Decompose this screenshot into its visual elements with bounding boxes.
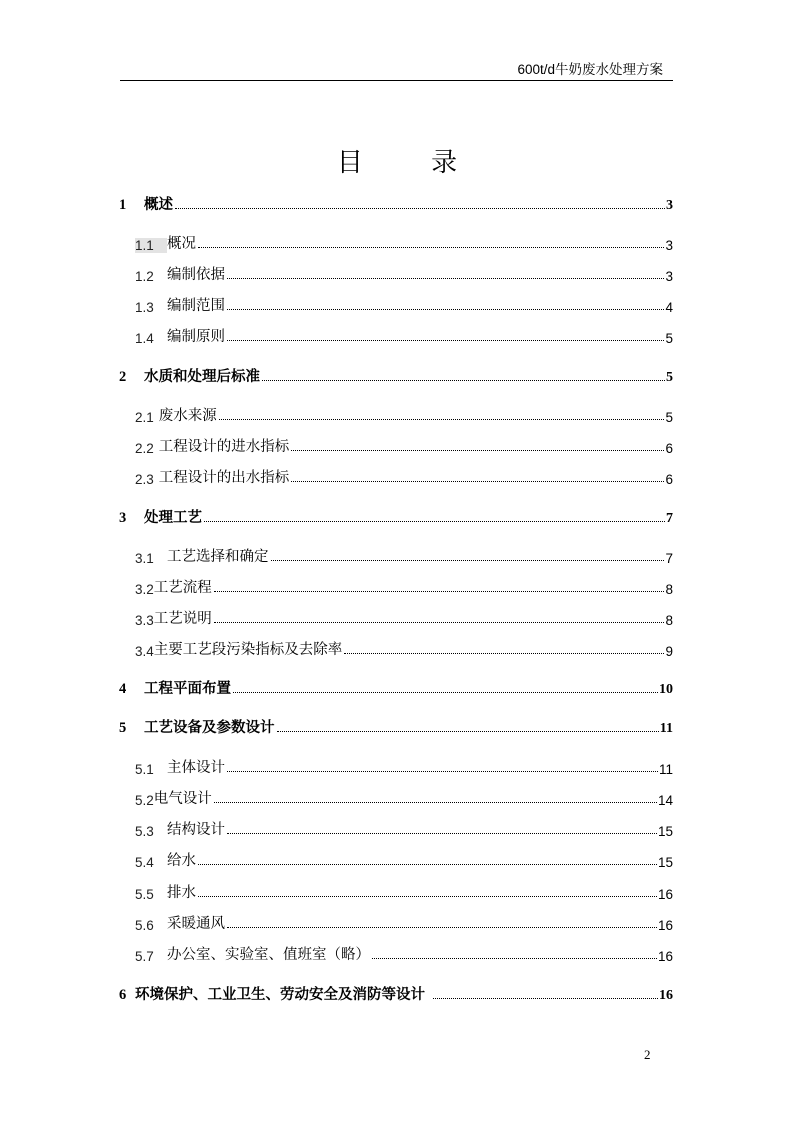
toc-entry-2-2[interactable] [135, 434, 673, 456]
toc-page: 8 [665, 613, 673, 628]
dot-leader [277, 730, 659, 732]
toc-page: 3 [665, 238, 673, 253]
toc-entry-5-5[interactable] [135, 880, 673, 902]
toc-page: 11 [658, 762, 673, 777]
toc-number: 3.1 [135, 551, 154, 566]
toc-label: 工艺流程 [153, 580, 212, 596]
toc-label: 概况 [167, 236, 196, 252]
toc-page: 4 [665, 300, 673, 315]
toc-label: 编制范围 [167, 298, 225, 314]
toc-number: 2.3 [135, 472, 154, 487]
toc-entry-5-1[interactable] [135, 755, 673, 777]
toc-number: 2.2 [135, 441, 154, 456]
toc-label: 编制原则 [167, 329, 225, 345]
toc-label: 排水 [167, 885, 196, 901]
toc-page: 16 [657, 887, 673, 902]
toc-label: 工艺选择和确定 [167, 549, 269, 565]
toc-page: 8 [665, 582, 673, 597]
toc-number: 3.2 [135, 582, 154, 597]
toc-entry-2[interactable] [119, 364, 673, 386]
toc-label: 概述 [144, 197, 173, 213]
toc-label: 环境保护、工业卫生、劳动安全及消防等设计 [135, 987, 425, 1003]
toc-entry-5-3[interactable] [135, 817, 673, 839]
dot-leader [198, 246, 664, 248]
toc-number: 1.4 [135, 331, 154, 346]
dot-leader [219, 418, 665, 420]
toc-entry-3[interactable] [119, 505, 673, 527]
dot-leader [271, 559, 665, 561]
toc-page: 5 [665, 410, 673, 425]
toc-entry-1-4[interactable] [135, 324, 673, 346]
header-rule [120, 80, 673, 81]
toc-label: 给水 [167, 853, 196, 869]
toc-page: 16 [657, 918, 673, 933]
toc-number: 5.6 [135, 918, 154, 933]
dot-leader [204, 520, 665, 522]
toc-number: 3.4 [135, 644, 154, 659]
toc-entry-1-2[interactable] [135, 262, 673, 284]
toc-number: 2.1 [135, 410, 154, 425]
toc-number: 5.2 [135, 793, 154, 808]
toc-page: 6 [665, 472, 673, 487]
toc-page: 16 [657, 949, 673, 964]
toc-page: 5 [666, 370, 673, 385]
toc-page: 16 [659, 988, 673, 1003]
toc-page: 3 [666, 198, 673, 213]
toc-page: 10 [659, 682, 673, 697]
toc-entry-5-6[interactable] [135, 911, 673, 933]
toc-entry-1-1[interactable] [135, 231, 673, 253]
toc-page: 9 [665, 644, 673, 659]
toc-label: 工程设计的出水指标 [158, 470, 290, 486]
dot-leader [227, 339, 664, 341]
toc-entry-2-3[interactable] [135, 465, 673, 487]
toc-label: 办公室、实验室、值班室（略） [167, 947, 370, 963]
toc-label: 工艺说明 [153, 611, 212, 627]
toc-entry-1-3[interactable] [135, 293, 673, 315]
toc-label: 工程设计的进水指标 [158, 439, 290, 455]
toc-label: 处理工艺 [144, 510, 202, 526]
toc-number: 2 [119, 369, 127, 385]
toc-label: 电气设计 [153, 791, 212, 807]
toc-number: 4 [119, 681, 127, 697]
toc-page: 6 [665, 441, 673, 456]
toc-number: 1 [119, 197, 127, 213]
toc-label: 废水来源 [158, 408, 217, 424]
toc-number: 5.4 [135, 855, 154, 870]
dot-leader [214, 590, 665, 592]
dot-leader [433, 997, 658, 999]
toc-label: 工程平面布置 [144, 681, 231, 697]
running-header: 600t/d牛奶废水处理方案 [517, 62, 663, 77]
dot-leader [344, 652, 664, 654]
toc-entry-3-3[interactable] [135, 606, 673, 628]
toc-label: 主要工艺段污染指标及去除率 [153, 642, 343, 658]
toc-page: 5 [665, 331, 673, 346]
toc-page: 3 [665, 269, 673, 284]
toc-number: 1.1 [135, 238, 167, 253]
toc-page: 15 [657, 824, 673, 839]
toc-page: 7 [665, 551, 673, 566]
toc-label: 主体设计 [167, 760, 225, 776]
toc-entry-5-4[interactable] [135, 848, 673, 870]
toc-number: 5.1 [135, 762, 154, 777]
toc-entry-1[interactable] [119, 192, 673, 214]
dot-leader [214, 801, 657, 803]
dot-leader [227, 832, 657, 834]
dot-leader [233, 691, 658, 693]
dot-leader [175, 207, 665, 209]
toc-page: 14 [657, 793, 673, 808]
toc-number: 6 [119, 987, 127, 1003]
toc-number: 5 [119, 720, 127, 736]
toc-entry-5-7[interactable] [135, 942, 673, 964]
toc-label: 编制依据 [167, 267, 225, 283]
dot-leader [227, 277, 664, 279]
toc-page: 15 [657, 855, 673, 870]
toc-entry-5-2[interactable] [135, 786, 673, 808]
toc-number: 3.3 [135, 613, 154, 628]
toc-number: 1.2 [135, 269, 154, 284]
toc-entry-3-1[interactable] [135, 544, 673, 566]
toc-entry-6[interactable] [119, 982, 673, 1004]
toc-page: 11 [659, 721, 673, 736]
dot-leader [227, 926, 657, 928]
page-title: 目 录 [336, 148, 488, 178]
dot-leader [291, 449, 664, 451]
toc-number: 1.3 [135, 300, 154, 315]
toc-entry-3-4[interactable] [135, 637, 673, 659]
toc-entry-2-1[interactable] [135, 403, 673, 425]
toc-number: 5.7 [135, 949, 154, 964]
dot-leader [291, 480, 664, 482]
dot-leader [198, 863, 657, 865]
toc-number: 5.3 [135, 824, 154, 839]
toc-entry-3-2[interactable] [135, 575, 673, 597]
toc-page: 7 [666, 511, 673, 526]
dot-leader [227, 770, 658, 772]
dot-leader [214, 621, 665, 623]
dot-leader [372, 957, 657, 959]
toc-entry-5[interactable] [119, 715, 673, 737]
toc-label: 工艺设备及参数设计 [144, 720, 275, 736]
page-number: 2 [644, 1047, 651, 1062]
dot-leader [227, 308, 664, 310]
toc-number: 5.5 [135, 887, 154, 902]
dot-leader [198, 895, 657, 897]
dot-leader [262, 379, 665, 381]
toc-entry-4[interactable] [119, 676, 673, 698]
toc-label: 采暖通风 [167, 916, 225, 932]
toc-number: 3 [119, 510, 127, 526]
toc-label: 水质和处理后标准 [144, 369, 260, 385]
toc-label: 结构设计 [167, 822, 225, 838]
